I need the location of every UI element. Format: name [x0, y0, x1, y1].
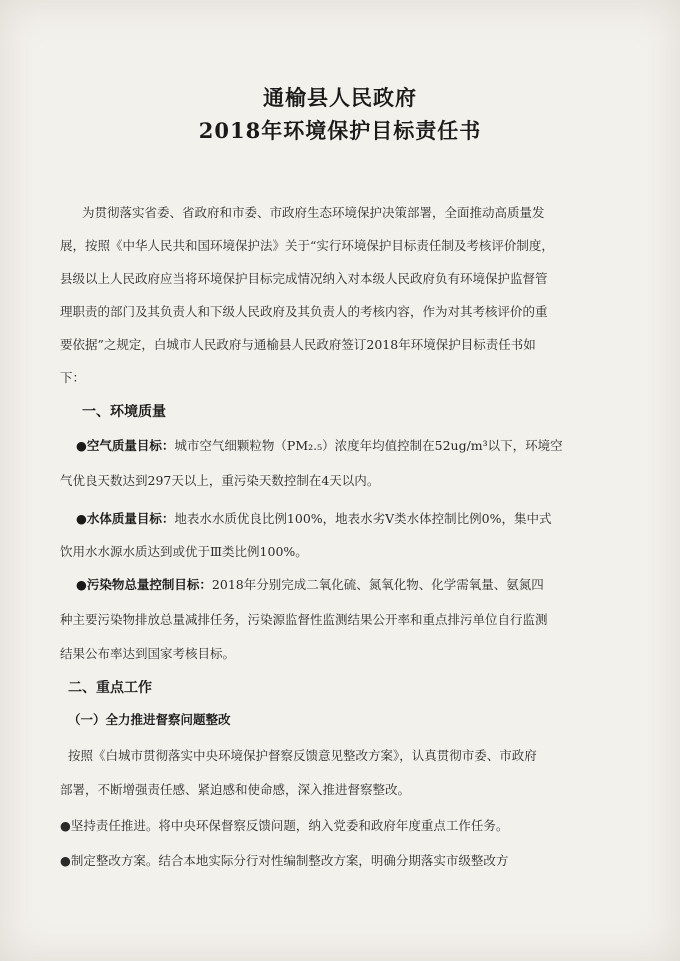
section2-bullet: ●坚持责任推进。将中央环保督察反馈问题，纳入党委和政府年度重点工作任务。 [60, 818, 509, 833]
air-quality-text: 城市空气细颗粒物（PM₂.₅）浓度年均值控制在52ug/m³以下，环境空 [174, 438, 563, 453]
water-quality-line1 [76, 511, 552, 527]
section2-body-line: 部署，不断增强责任感、紧迫感和使命感，深入推进督察整改。 [60, 782, 411, 797]
document-title-line1: 通榆县人民政府 [263, 85, 417, 110]
water-quality-line2: 饮用水水源水质达到或优于Ⅲ类比例100%。 [60, 544, 308, 559]
section2-subheading: （一）全力推进督察问题整改 [68, 712, 231, 727]
air-quality-line1 [76, 438, 563, 454]
intro-line: 要依据”之规定，白城市人民政府与通榆县人民政府签订2018年环境保护目标责任书如 [60, 337, 536, 352]
water-quality-text: 地表水水质优良比例100%，地表水劣Ⅴ类水体控制比例0%，集中式 [174, 511, 552, 526]
section2-heading: 二、重点工作 [68, 680, 152, 696]
pollutant-label: ●污染物总量控制目标： [76, 577, 212, 592]
intro-line: 理职责的部门及其负责人和下级人民政府及其负责人的考核内容，作为对其考核评价的重 [60, 304, 548, 319]
pollutant-text: 2018年分别完成二氧化硫、氮氧化物、化学需氧量、氨氮四 [211, 577, 544, 592]
pollutant-line1 [76, 577, 544, 593]
section2-bullet: ●制定整改方案。结合本地实际分行对性编制整改方案，明确分期落实市级整改方 [60, 853, 509, 868]
pollutant-line2: 种主要污染物排放总量减排任务，污染源监督性监测结果公开率和重点排污单位自行监测 [60, 612, 548, 627]
intro-line: 为贯彻落实省委、省政府和市委、市政府生态环境保护决策部署，全面推动高质量发 [82, 205, 545, 220]
intro-line: 下： [60, 370, 86, 385]
intro-line: 展，按照《中华人民共和国环境保护法》关于“实行环境保护目标责任制及考核评价制度， [60, 238, 554, 253]
section1-heading: 一、环境质量 [82, 404, 166, 420]
water-quality-label: ●水体质量目标： [76, 511, 175, 526]
air-quality-line2: 气优良天数达到297天以上，重污染天数控制在4天以内。 [60, 473, 380, 488]
intro-line: 县级以上人民政府应当将环境保护目标完成情况纳入对本级人民政府负有环境保护监督管 [60, 271, 548, 286]
air-quality-label: ●空气质量目标： [76, 438, 175, 453]
pollutant-line3: 结果公布率达到国家考核目标。 [60, 646, 236, 661]
section2-body-line: 按照《白城市贯彻落实中央环境保护督察反馈意见整改方案》，认真贯彻市委、市政府 [68, 748, 537, 763]
document-title-line2: 2018年环境保护目标责任书 [198, 118, 482, 143]
